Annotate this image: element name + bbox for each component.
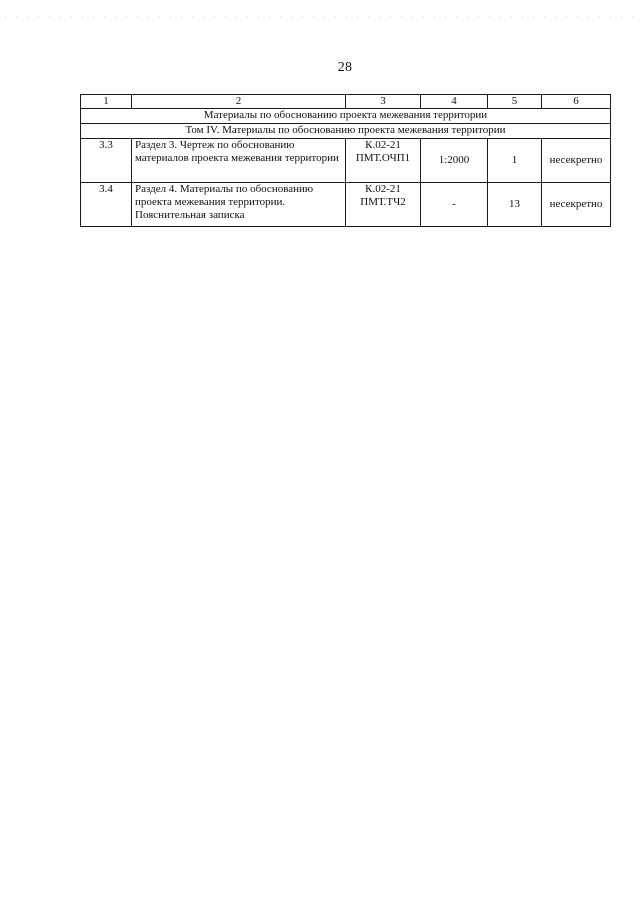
row-code-line2: ПМТ.ТЧ2	[360, 196, 406, 208]
row-scale: -	[421, 183, 488, 227]
section-title: Материалы по обоснованию проекта межевания территории	[81, 109, 611, 124]
table-header-row	[81, 95, 611, 109]
documents-table	[80, 94, 611, 227]
row-code	[346, 139, 421, 183]
volume-title: Том IV. Материалы по обоснованию проекта межевания территории	[81, 124, 611, 139]
volume-title-row	[81, 124, 611, 139]
header-cell-5: 5	[488, 95, 542, 109]
row-description: Раздел 3. Чертеж по обоснованию материалов проекта межевания территории	[132, 139, 346, 183]
scan-noise-strip	[0, 14, 640, 20]
row-sheets: 1	[488, 139, 542, 183]
header-cell-2: 2	[132, 95, 346, 109]
row-code-line2: ПМТ.ОЧП1	[355, 152, 411, 164]
row-secrecy: несекретно	[542, 183, 611, 227]
section-title-row	[81, 109, 611, 124]
row-secrecy: несекретно	[542, 139, 611, 183]
row-number: 3.4	[81, 183, 132, 227]
header-cell-1: 1	[81, 95, 132, 109]
row-code	[346, 183, 421, 227]
header-cell-6: 6	[542, 95, 611, 109]
row-code-line1: К.02-21	[365, 139, 401, 151]
row-sheets: 13	[488, 183, 542, 227]
header-cell-4: 4	[421, 95, 488, 109]
table-row	[81, 183, 611, 227]
table-row	[81, 139, 611, 183]
row-number: 3.3	[81, 139, 132, 183]
row-code-line1: К.02-21	[365, 183, 401, 195]
header-cell-3: 3	[346, 95, 421, 109]
row-scale: 1:2000	[421, 139, 488, 183]
row-description: Раздел 4. Материалы по обоснованию проекта межевания территории. Пояснительная записка	[132, 183, 346, 227]
page-number: 28	[337, 60, 353, 75]
